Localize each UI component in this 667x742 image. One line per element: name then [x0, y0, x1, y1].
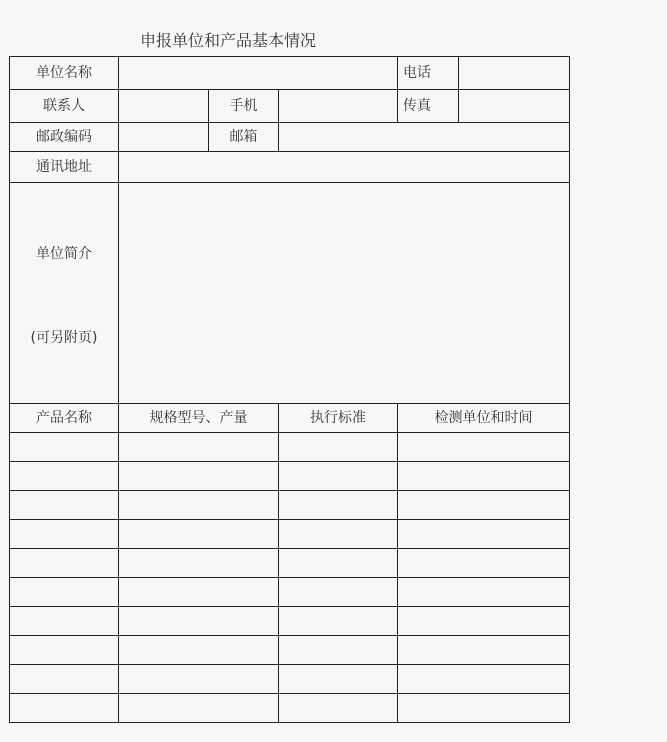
- spec-output-cell[interactable]: [119, 520, 279, 549]
- header-product-name: 产品名称: [10, 404, 119, 433]
- spec-output-cell[interactable]: [119, 665, 279, 694]
- label-postcode: 邮政编码: [10, 123, 119, 152]
- test-unit-time-cell[interactable]: [398, 549, 570, 578]
- product-name-cell[interactable]: [10, 433, 119, 462]
- field-unit-name[interactable]: [119, 57, 398, 90]
- header-spec-output: 规格型号、产量: [119, 404, 279, 433]
- table-row: [10, 694, 570, 723]
- product-header-row: [10, 404, 570, 433]
- product-name-cell[interactable]: [10, 549, 119, 578]
- table-row: [10, 549, 570, 578]
- header-test-unit-time: 检测单位和时间: [398, 404, 570, 433]
- product-name-cell[interactable]: [10, 665, 119, 694]
- label-intro-cell: [10, 183, 119, 404]
- field-address[interactable]: [119, 152, 570, 183]
- table-row: [10, 607, 570, 636]
- test-unit-time-cell[interactable]: [398, 694, 570, 723]
- field-phone[interactable]: [459, 57, 570, 90]
- table-row: [10, 636, 570, 665]
- test-unit-time-cell[interactable]: [398, 665, 570, 694]
- standard-cell[interactable]: [279, 636, 398, 665]
- label-email: 邮箱: [209, 123, 279, 152]
- standard-cell[interactable]: [279, 694, 398, 723]
- standard-cell[interactable]: [279, 549, 398, 578]
- table-row: [10, 491, 570, 520]
- row-unit-name: [10, 57, 570, 90]
- field-intro[interactable]: [119, 183, 570, 404]
- product-name-cell[interactable]: [10, 491, 119, 520]
- spec-output-cell[interactable]: [119, 578, 279, 607]
- row-address: [10, 152, 570, 183]
- label-contact: 联系人: [10, 90, 119, 123]
- application-form-table: [9, 56, 570, 723]
- spec-output-cell[interactable]: [119, 433, 279, 462]
- label-intro: 单位简介: [36, 245, 92, 262]
- test-unit-time-cell[interactable]: [398, 433, 570, 462]
- label-address: 通讯地址: [10, 152, 119, 183]
- label-phone: 电话: [398, 57, 459, 90]
- field-contact[interactable]: [119, 90, 209, 123]
- product-name-cell[interactable]: [10, 607, 119, 636]
- product-name-cell[interactable]: [10, 462, 119, 491]
- table-row: [10, 578, 570, 607]
- form-title: 申报单位和产品基本情况: [140, 31, 317, 50]
- table-row: [10, 462, 570, 491]
- field-mobile[interactable]: [279, 90, 398, 123]
- spec-output-cell[interactable]: [119, 549, 279, 578]
- spec-output-cell[interactable]: [119, 491, 279, 520]
- product-name-cell[interactable]: [10, 578, 119, 607]
- field-postcode[interactable]: [119, 123, 209, 152]
- spec-output-cell[interactable]: [119, 636, 279, 665]
- table-row: [10, 433, 570, 462]
- field-fax[interactable]: [459, 90, 570, 123]
- standard-cell[interactable]: [279, 665, 398, 694]
- table-row: [10, 665, 570, 694]
- standard-cell[interactable]: [279, 520, 398, 549]
- header-standard: 执行标准: [279, 404, 398, 433]
- row-contact: [10, 90, 570, 123]
- test-unit-time-cell[interactable]: [398, 520, 570, 549]
- test-unit-time-cell[interactable]: [398, 491, 570, 520]
- row-postcode: [10, 123, 570, 152]
- standard-cell[interactable]: [279, 607, 398, 636]
- spec-output-cell[interactable]: [119, 462, 279, 491]
- row-intro: [10, 183, 570, 404]
- test-unit-time-cell[interactable]: [398, 607, 570, 636]
- product-name-cell[interactable]: [10, 520, 119, 549]
- product-name-cell[interactable]: [10, 636, 119, 665]
- standard-cell[interactable]: [279, 433, 398, 462]
- standard-cell[interactable]: [279, 578, 398, 607]
- test-unit-time-cell[interactable]: [398, 636, 570, 665]
- standard-cell[interactable]: [279, 462, 398, 491]
- label-intro-note: (可另附页): [30, 329, 98, 346]
- test-unit-time-cell[interactable]: [398, 578, 570, 607]
- standard-cell[interactable]: [279, 491, 398, 520]
- spec-output-cell[interactable]: [119, 694, 279, 723]
- label-fax: 传真: [398, 90, 459, 123]
- spec-output-cell[interactable]: [119, 607, 279, 636]
- product-name-cell[interactable]: [10, 694, 119, 723]
- test-unit-time-cell[interactable]: [398, 462, 570, 491]
- field-email[interactable]: [279, 123, 570, 152]
- label-unit-name: 单位名称: [10, 57, 119, 90]
- table-row: [10, 520, 570, 549]
- label-mobile: 手机: [209, 90, 279, 123]
